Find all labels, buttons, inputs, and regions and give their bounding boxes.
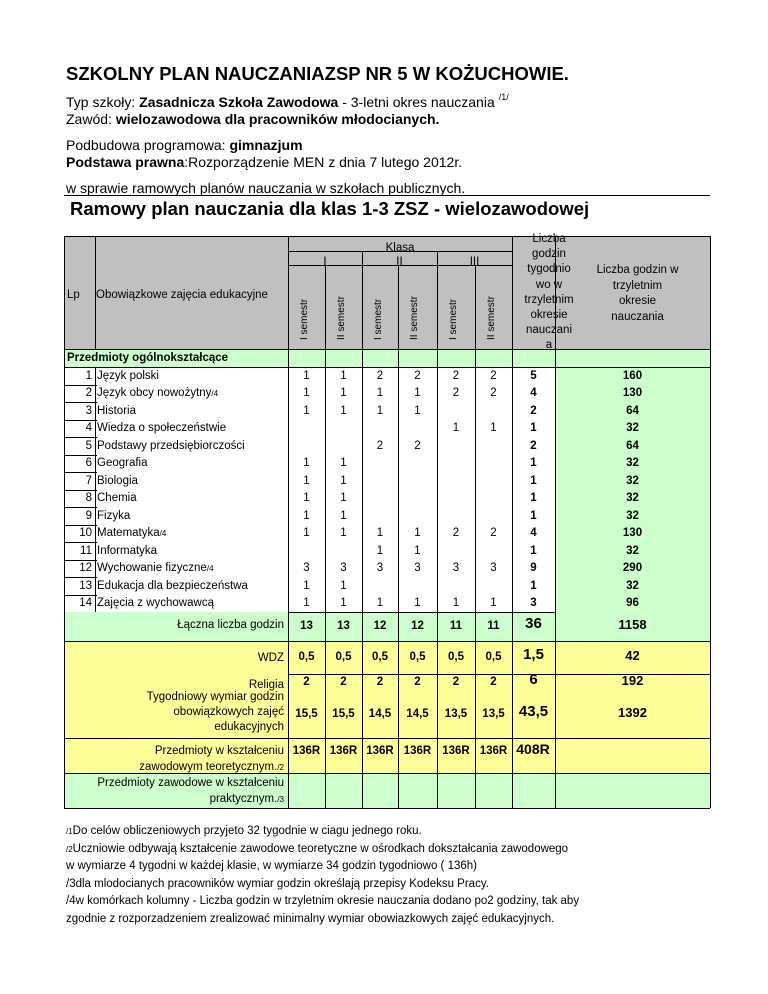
row-lp: 6	[85, 457, 92, 469]
total-header: okresie	[618, 295, 657, 307]
footnote-text: w wymiarze 4 tygodni w każdej klasie, w wymiarze 34 godzin tygodniowo ( 136h)	[66, 860, 477, 873]
row-subject: Wiedza o społeczeństwie	[97, 422, 227, 434]
footnote-text: /3dla mlodocianych pracowników wymiar godzin określają przepisy Kodeksu Pracy.	[66, 877, 489, 890]
school-type-value: Zasadnicza Szkoła Zawodowa	[139, 94, 339, 110]
row-lp: 2	[85, 387, 92, 399]
total-header: trzyletnim	[612, 279, 663, 292]
row-hours: 1	[303, 527, 310, 539]
weekly-hours: 14,5	[368, 708, 392, 720]
total-hours: 11	[449, 620, 463, 632]
wdz-hours: 0,5	[448, 651, 464, 663]
weekly-header: Liczba	[532, 233, 566, 245]
grid-hline	[64, 542, 97, 543]
grid-hline	[64, 641, 710, 642]
row-total: 32	[626, 422, 639, 434]
footnote-ref: /3	[277, 795, 284, 804]
row-hours: 1	[340, 387, 347, 399]
grid-hline	[64, 560, 97, 561]
table-bottom-border	[64, 808, 710, 809]
religia-hours: 2	[414, 676, 421, 688]
row-lp: 1	[85, 369, 92, 382]
row-subject: Zajęcia z wychowawcą	[97, 597, 214, 609]
row-hours: 1	[340, 474, 347, 487]
row-hours: 1	[376, 404, 384, 417]
row-hours: 1	[452, 422, 460, 434]
school-type-label: Typ szkoły:	[66, 94, 140, 110]
class-header: III	[469, 256, 480, 268]
row-hours: 1	[340, 579, 347, 592]
row-subject: Fizyka	[97, 509, 131, 522]
base-label: Podbudowa programowa:	[66, 137, 230, 153]
footnote-ref: /4	[206, 564, 214, 573]
table-right-border	[710, 236, 711, 808]
row-total: 32	[626, 579, 639, 592]
weekly-hours: 14,5	[406, 708, 429, 720]
base-value: gimnazjum	[229, 137, 303, 153]
total-header: Liczba godzin w	[596, 264, 679, 276]
weekly-label: obowiązkowych zajęć	[173, 706, 284, 718]
row-subject: Edukacja dla bezpieczeństwa	[97, 579, 248, 592]
vocational-hours: 136R	[442, 745, 470, 757]
row-hours: 2	[490, 387, 497, 399]
row-weekly: 1	[530, 474, 537, 487]
row-weekly: 5	[530, 369, 537, 382]
row-total: 32	[626, 457, 639, 469]
semester-header: II semestr	[486, 296, 497, 340]
row-hours: 2	[452, 387, 460, 399]
total-header: nauczania	[611, 310, 664, 323]
row-hours: 1	[414, 527, 421, 539]
weekly-label: Tygodniowy wymiar godzin	[146, 691, 284, 703]
grid-vline	[288, 236, 289, 808]
semester-header: I semestr	[448, 298, 459, 340]
grid-hline	[64, 773, 710, 774]
row-hours: 2	[490, 527, 497, 539]
semester-header: II semestr	[409, 296, 420, 340]
row-hours: 3	[376, 562, 384, 574]
klasa-header: Klasa	[385, 242, 415, 254]
row-total: 64	[626, 404, 639, 417]
row-hours: 1	[303, 509, 310, 522]
footnote-mark: /1	[66, 827, 73, 836]
row-lp: 5	[85, 439, 92, 452]
row-hours: 1	[376, 387, 384, 399]
religia-hours: 2	[452, 676, 460, 688]
row-lp: 9	[85, 509, 92, 522]
footnote-ref: /2	[277, 763, 284, 772]
grid-hline	[64, 490, 97, 491]
row-hours: 3	[414, 562, 421, 574]
grid-hline	[64, 525, 97, 526]
row-hours: 1	[452, 597, 460, 609]
weekly-header: a	[545, 339, 553, 352]
row-weekly: 1	[530, 457, 537, 469]
subjects-header: Obowiązkowe zajęcia edukacyjne	[96, 289, 268, 301]
row-hours: 2	[452, 369, 460, 382]
grid-hline	[64, 738, 710, 739]
row-weekly: 1	[530, 544, 537, 557]
weekly-header: godzin	[532, 248, 566, 261]
grid-vline	[437, 251, 438, 808]
religia-total: 192	[621, 673, 644, 688]
row-hours: 1	[376, 597, 384, 609]
total-weekly: 36	[525, 615, 542, 632]
grid-vline	[95, 236, 96, 349]
row-lp: 7	[85, 474, 92, 487]
row-weekly: 2	[530, 439, 537, 452]
grid-vline	[362, 251, 363, 808]
footnote-line	[66, 825, 422, 837]
grid-hline	[64, 577, 97, 578]
footnote-line	[66, 878, 489, 890]
footnote-text: Uczniowie odbywają kształcenie zawodowe teoretyczne w ośrodkach dokształcania zawodowego	[72, 842, 569, 855]
grid-vline	[512, 236, 513, 808]
footnote-text: zgodnie z rozporzadzeniem zrealizować minimalny wymiar obowiazkowych zajęć edukacyjnych.	[66, 913, 555, 925]
row-subject: Chemia	[97, 492, 137, 504]
total-hours: 12	[411, 620, 424, 632]
row-hours: 1	[303, 597, 310, 609]
row-hours: 3	[490, 562, 497, 574]
row-lp: 13	[79, 579, 92, 592]
total-hours: 13	[300, 620, 313, 632]
vocational-label: zawodowym teoretycznym./2	[139, 761, 284, 773]
religia-hours: 2	[376, 676, 384, 688]
grid-hline	[64, 367, 710, 368]
row-subject: Matematyka/4	[97, 527, 167, 539]
wdz-hours: 0,5	[485, 651, 502, 663]
weekly-hours: 15,5	[295, 708, 318, 720]
regulation-line: w sprawie ramowych planów nauczania w szkołach publicznych.	[66, 180, 466, 196]
row-hours: 1	[414, 387, 421, 399]
row-lp: 12	[79, 562, 92, 574]
profession-value: wielozawodowa dla pracowników młodocianych.	[115, 111, 440, 127]
row-weekly: 1	[530, 492, 537, 504]
row-subject: Wychowanie fizyczne/4	[97, 562, 214, 574]
footnote-line	[66, 913, 554, 925]
row-subject: Geografia	[97, 457, 148, 469]
row-hours: 2	[376, 369, 384, 382]
grid-hline	[64, 349, 710, 350]
total-label: Łączna liczba godzin	[177, 619, 284, 631]
grid-hline	[288, 265, 512, 266]
row-total: 32	[626, 544, 639, 557]
row-hours: 1	[340, 597, 347, 609]
grid-vline	[555, 236, 556, 808]
row-subject: Język obcy nowożytny/4	[97, 387, 219, 399]
row-subject: Język polski	[97, 369, 159, 382]
weekly-header: tygodnio	[527, 263, 571, 276]
table-top-border	[64, 236, 710, 237]
grid-hline	[64, 402, 97, 403]
section-title: Przedmioty ogólnokształcące	[67, 352, 229, 364]
row-weekly: 1	[530, 579, 537, 592]
table-title: Ramowy plan nauczania dla klas 1-3 ZSZ - wielozawodowej	[70, 198, 590, 219]
semester-header: I semestr	[299, 298, 310, 340]
row-hours: 1	[340, 404, 347, 417]
wdz-total: 42	[625, 648, 640, 663]
grid-hline	[288, 612, 555, 613]
grid-vline	[325, 265, 326, 808]
footnote-ref: /4	[211, 389, 219, 398]
religia-weekly: 6	[529, 671, 538, 688]
row-lp: 10	[79, 527, 92, 539]
row-hours: 1	[340, 369, 347, 382]
weekly-weekly: 43,5	[518, 703, 549, 720]
grid-hline	[288, 674, 710, 675]
row-hours: 1	[490, 597, 497, 609]
row-weekly: 1	[530, 509, 537, 522]
footnote-mark: /2	[66, 844, 73, 854]
row-total: 290	[622, 562, 643, 574]
grid-hline	[288, 251, 512, 252]
row-weekly: 9	[530, 562, 537, 574]
religia-hours: 2	[490, 676, 497, 688]
vocational-label: Przedmioty w kształceniu	[154, 745, 284, 757]
row-hours: 2	[452, 527, 460, 539]
row-total: 32	[626, 509, 639, 522]
grid-hline	[64, 472, 97, 473]
weekly-header: nauczani	[525, 324, 573, 337]
row-subject: Podstawy przedsiębiorczości	[97, 439, 245, 452]
row-hours: 1	[376, 544, 384, 557]
row-lp: 3	[85, 404, 92, 417]
footnote-text: /4w komórkach kolumny - Liczba godzin w trzyletnim okresie nauczania dodano po2 godziny, tak aby	[66, 895, 580, 908]
weekly-header: okresie	[530, 309, 568, 321]
total-hours: 13	[337, 620, 350, 632]
row-weekly: 3	[530, 597, 537, 609]
weekly-label: edukacyjnych	[214, 721, 284, 733]
row-subject: Historia	[97, 404, 136, 417]
row-lp: 8	[85, 492, 92, 504]
row-total: 32	[626, 474, 639, 487]
total-total: 1158	[618, 617, 647, 632]
row-hours: 1	[303, 492, 310, 504]
weekly-hours: 15,5	[332, 708, 355, 720]
vocational-hours: 136R	[329, 745, 358, 757]
row-subject: Informatyka	[97, 544, 158, 557]
class-header: II	[396, 256, 403, 268]
row-total: 64	[626, 439, 639, 452]
footnote-line	[66, 860, 477, 872]
practical-label: Przedmioty zawodowe w kształceniu	[97, 777, 284, 789]
total-hours: 12	[373, 620, 387, 632]
row-hours: 2	[376, 439, 384, 452]
row-hours: 1	[414, 544, 421, 557]
grid-hline	[64, 385, 97, 386]
weekly-total: 1392	[618, 705, 647, 720]
row-hours: 1	[414, 404, 421, 417]
legal-label: Podstawa prawna	[66, 154, 185, 170]
row-total: 96	[626, 597, 639, 609]
table-left-border	[64, 236, 65, 808]
wdz-hours: 0,5	[298, 651, 315, 663]
practical-label: praktycznym./3	[209, 793, 284, 805]
row-hours: 1	[340, 509, 347, 522]
row-hours: 1	[340, 457, 347, 469]
profession-label: Zawód:	[66, 111, 116, 127]
row-hours: 3	[303, 562, 310, 574]
wdz-label: WDZ	[257, 652, 284, 664]
row-hours: 1	[303, 457, 310, 469]
class-header: I	[323, 256, 327, 268]
footnote-mark: /1/	[498, 92, 509, 102]
footnote-text: Do celów obliczeniowych przyjeto 32 tygodnie w ciagu jednego roku.	[72, 825, 422, 837]
row-hours: 1	[303, 474, 310, 487]
vocational-hours: 136R	[366, 745, 394, 757]
row-weekly: 1	[530, 422, 537, 434]
vocational-weekly: 408R	[516, 741, 550, 757]
row-weekly: 2	[530, 404, 537, 417]
row-hours: 1	[303, 369, 310, 382]
row-total: 130	[622, 527, 643, 539]
row-lp: 14	[79, 597, 92, 609]
grid-vline	[398, 265, 399, 808]
row-hours: 1	[490, 422, 497, 434]
semester-header: I semestr	[373, 298, 384, 340]
grid-hline	[64, 420, 97, 421]
weekly-header: wo w	[535, 278, 563, 291]
footnote-line	[66, 895, 579, 907]
row-hours: 1	[303, 404, 310, 417]
row-hours: 1	[376, 527, 384, 539]
religia-hours: 2	[340, 676, 347, 688]
weekly-header: trzyletnim	[524, 293, 574, 306]
row-lp: 11	[80, 544, 92, 557]
page-title: SZKOLNY PLAN NAUCZANIAZSP NR 5 W KOŻUCHOWIE.	[66, 63, 569, 84]
row-hours: 2	[414, 369, 421, 382]
total-hours: 11	[487, 620, 500, 632]
row-lp: 4	[85, 422, 92, 434]
row-hours: 2	[490, 369, 497, 382]
school-type-suffix: - 3-letni okres nauczania	[338, 94, 495, 110]
row-weekly: 4	[530, 387, 537, 399]
row-total: 160	[622, 369, 643, 382]
grid-vline	[475, 265, 476, 808]
row-hours: 1	[303, 387, 310, 399]
footnote-line	[66, 843, 568, 855]
semester-header: II semestr	[336, 296, 347, 340]
grid-hline	[64, 507, 97, 508]
row-hours: 1	[303, 579, 310, 592]
row-total: 130	[622, 387, 643, 399]
vocational-hours: 136R	[292, 745, 321, 757]
row-hours: 2	[414, 439, 421, 452]
wdz-hours: 0,5	[335, 651, 352, 663]
vocational-hours: 136R	[403, 745, 432, 757]
row-total: 32	[626, 492, 639, 504]
lp-header: Lp	[67, 289, 80, 301]
vocational-hours: 136R	[479, 745, 508, 757]
wdz-hours: 0,5	[409, 651, 426, 663]
row-hours: 3	[452, 562, 460, 574]
religia-label: Religia	[248, 679, 284, 691]
row-subject: Biologia	[97, 474, 138, 487]
wdz-weekly: 1,5	[523, 646, 544, 663]
weekly-hours: 13,5	[482, 708, 505, 720]
grid-hline	[64, 595, 97, 596]
footnote-ref: /4	[159, 529, 167, 538]
row-hours: 1	[340, 492, 347, 504]
row-weekly: 4	[530, 527, 537, 539]
row-hours: 1	[340, 527, 347, 539]
grid-hline	[64, 455, 97, 456]
wdz-hours: 0,5	[372, 651, 388, 663]
weekly-hours: 13,5	[444, 708, 468, 720]
row-hours: 3	[340, 562, 347, 574]
grid-hline	[64, 437, 97, 438]
legal-value: :Rozporządzenie MEN z dnia 7 lutego 2012r.	[184, 154, 463, 170]
row-hours: 1	[414, 597, 421, 609]
religia-hours: 2	[303, 676, 310, 688]
